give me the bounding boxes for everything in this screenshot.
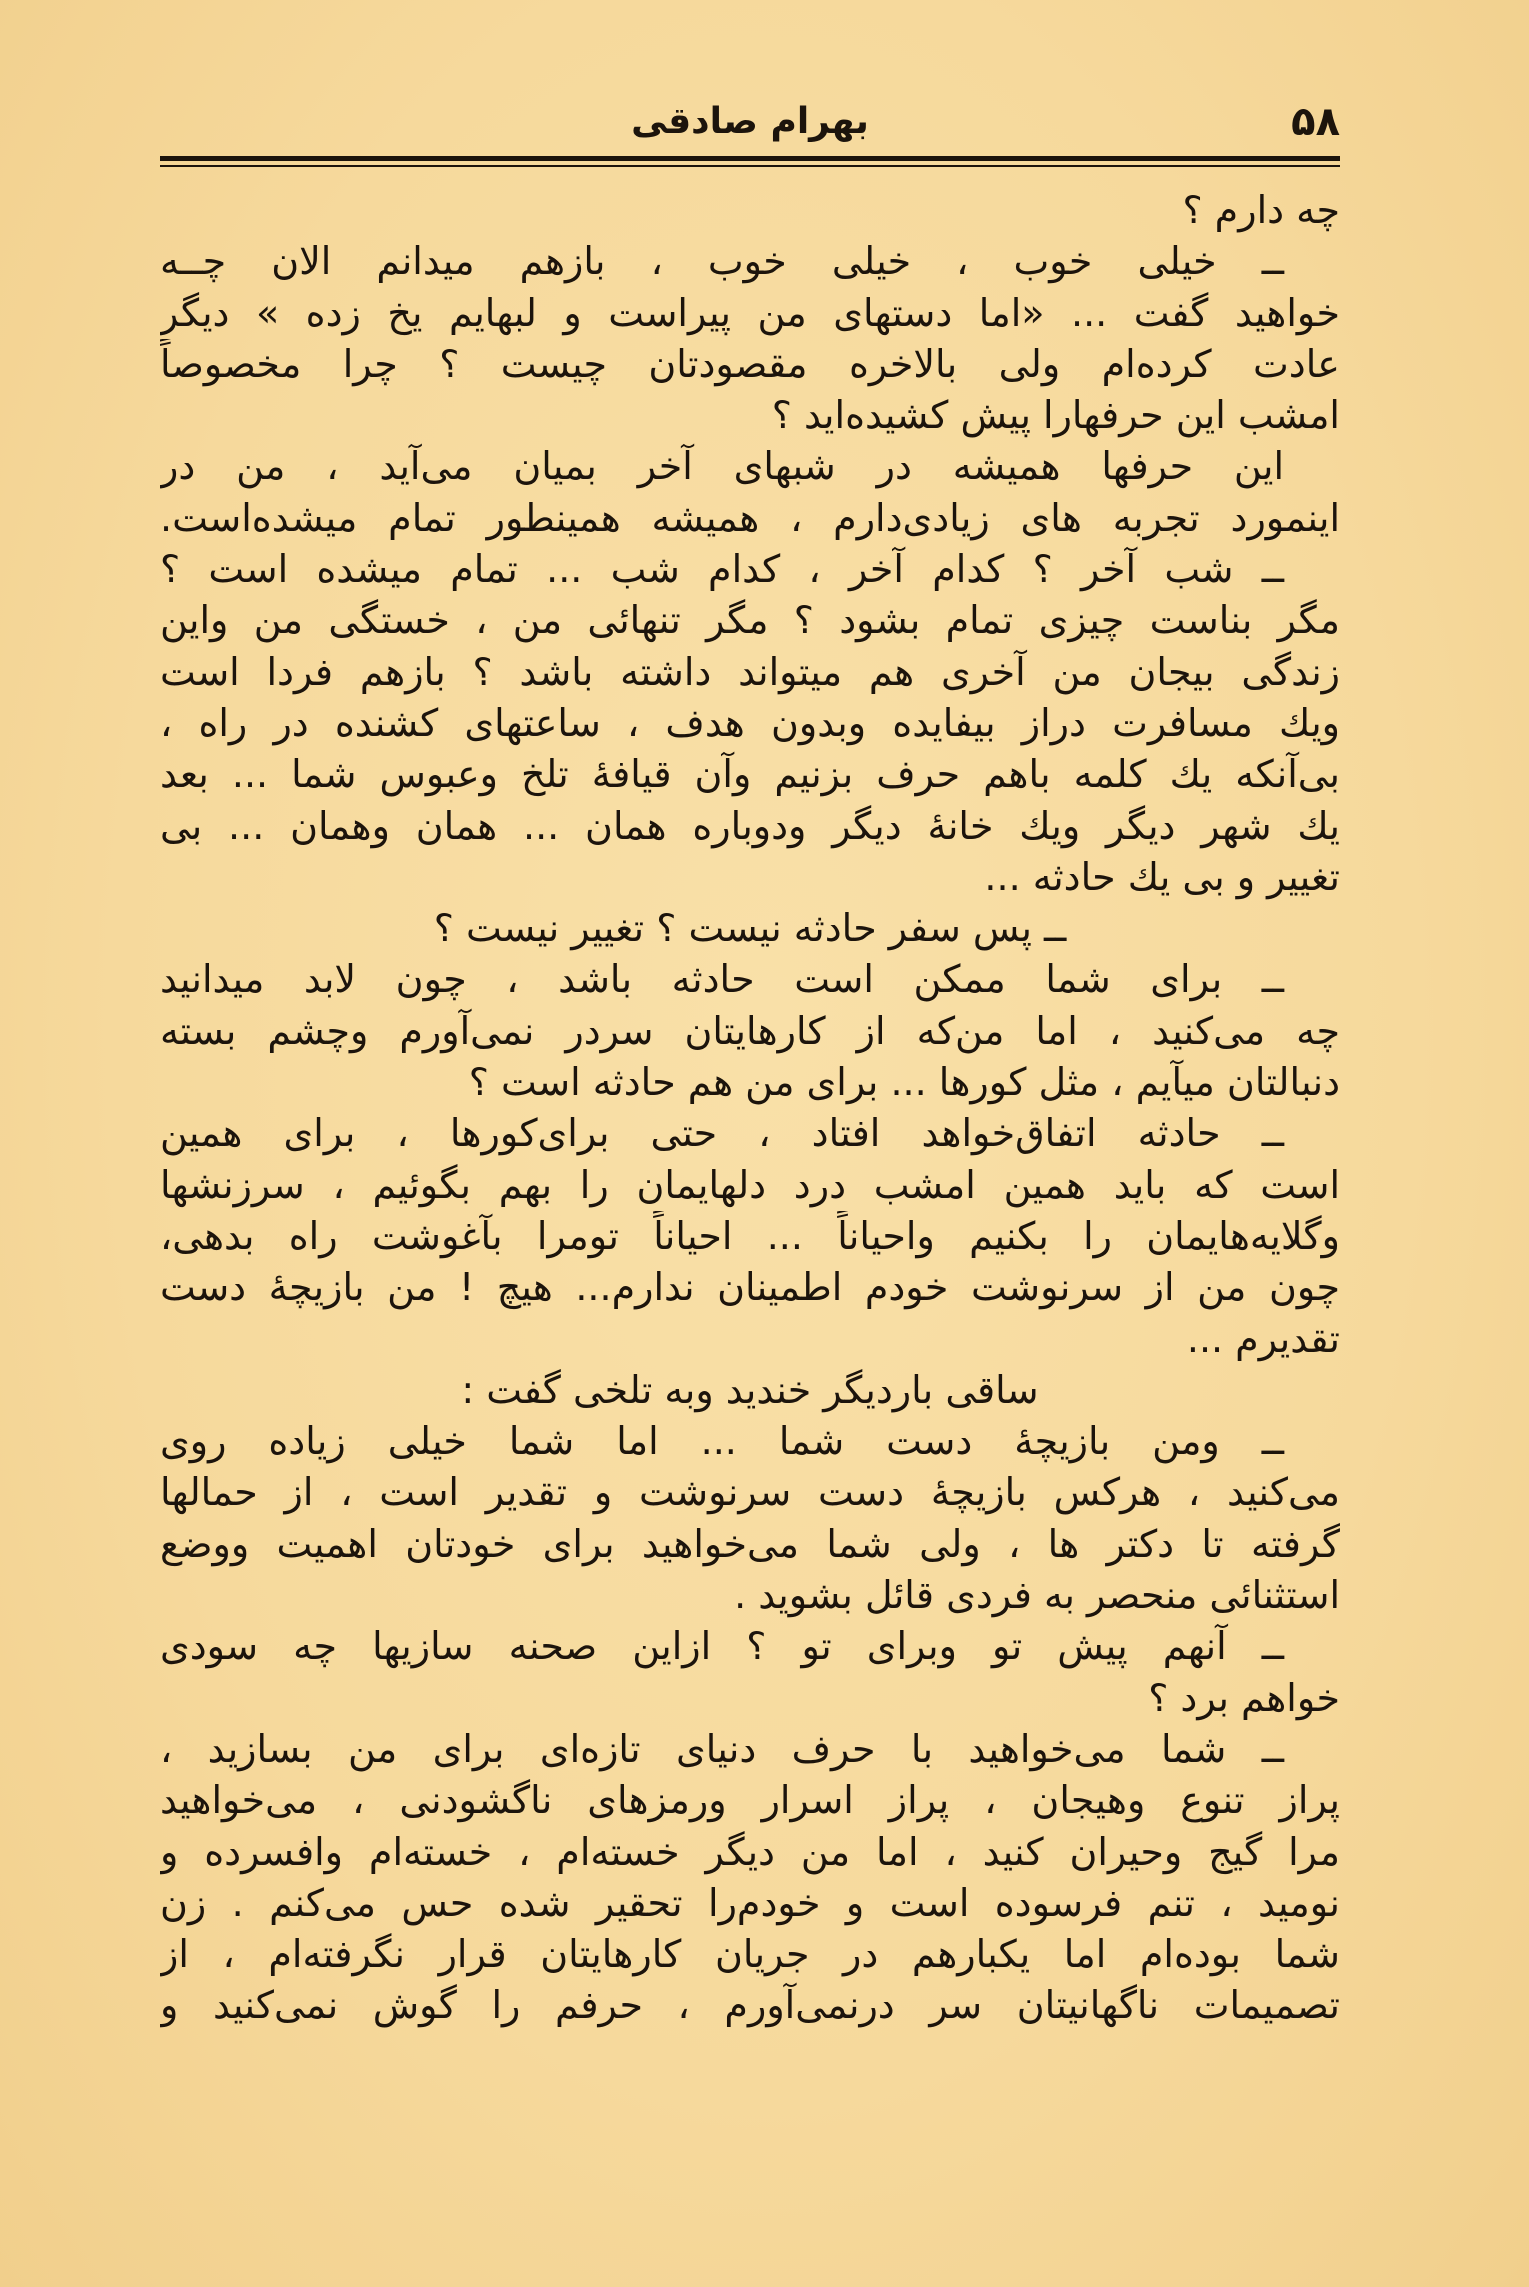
text-line: می‌کنید ، هرکس بازیچهٔ دست سرنوشت و تقدیر است ، از حمالها [160, 1470, 1340, 1515]
text-line: ــ شما می‌خواهید با حرف دنیای تازه‌ای برای من بسازید ، [160, 1726, 1284, 1771]
text-line: ــ برای شما ممکن است حادثه باشد ، چون لابد میدانید [160, 957, 1284, 1002]
text-line: مگر بناست چیزی تمام بشود ؟ مگر تنهائی من ، خستگی من واین [160, 598, 1340, 643]
body-text [160, 185, 1340, 2032]
text-line: ــ خیلی خوب ، خیلی خوب ، بازهم میدانم الان چــه [160, 239, 1284, 284]
text-line: خواهم برد ؟ [1148, 1675, 1340, 1720]
text-line: چه می‌کنید ، اما من‌که از کارهایتان سردر نمی‌آورم وچشم بسته [160, 1008, 1340, 1053]
text-line: تغییر و بی یك حادثه ... [984, 854, 1340, 899]
text-line: این حرفها همیشه در شبهای آخر بمیان می‌آید ، من در [160, 444, 1284, 489]
text-line: مرا گیج وحیران کنید ، اما من دیگر خسته‌ام ، خسته‌ام وافسرده و [160, 1829, 1340, 1874]
page-number: ۵۸ [1291, 99, 1340, 145]
text-line: چون من از سرنوشت خودم اطمینان ندارم... هیچ ! من بازیچهٔ دست [160, 1265, 1340, 1310]
text-line: نومید ، تنم فرسوده است و خودم‌را تحقیر شده حس می‌کنم . زن [160, 1880, 1340, 1925]
text-line: ــ حادثه اتفاق‌خواهد افتاد ، حتی برای‌کورها ، برای همین [160, 1111, 1284, 1156]
text-line: وگلایه‌هایمان را بکنیم واحیاناً ... احیاناً تومرا بآغوشت راه بدهی، [160, 1213, 1340, 1258]
text-line: یك شهر دیگر ویك خانهٔ دیگر ودوباره همان ... همان وهمان ... بی [160, 803, 1340, 848]
text-line: شما بوده‌ام اما یکبارهم در جریان کارهایتان قرار نگرفته‌ام ، از [160, 1932, 1340, 1977]
text-line: امشب این حرفهارا پیش کشیده‌اید ؟ [771, 393, 1340, 438]
text-line: گرفته تا دکتر ها ، ولی شما می‌خواهید برای خودتان اهمیت ووضع [160, 1521, 1340, 1566]
running-title: بهرام صادقی [631, 101, 869, 142]
text-line: است که باید همین امشب درد دلهایمان را بهم بگوئیم ، سرزنشها [160, 1162, 1340, 1207]
text-line: ــ پس سفر حادثه نیست ؟ تغییر نیست ؟ [433, 906, 1067, 951]
text-line: ویك مسافرت دراز بیفایده وبدون هدف ، ساعتهای کشنده در راه ، [160, 700, 1340, 745]
text-line: تصمیمات ناگهانیتان سر درنمی‌آورم ، حرفم را گوش نمی‌کنید و [160, 1983, 1340, 2028]
header-rule-thin [160, 165, 1340, 167]
text-line: ــ ومن بازیچهٔ دست شما ... اما شما خیلی زیاده روی [160, 1419, 1284, 1464]
text-line: ــ آنهم پیش تو وبرای تو ؟ ازاین صحنه سازیها چه سودی [160, 1624, 1284, 1669]
text-line: خواهید گفت ... «اما دستهای من پیراست و لبهایم یخ زده » دیگر [160, 290, 1340, 335]
text-line: زندگی بیجان من آخری هم میتواند داشته باشد ؟ بازهم فردا است [160, 649, 1340, 694]
text-line: دنبالتان میآیم ، مثل کورها ... برای من هم حادثه است ؟ [468, 1060, 1340, 1105]
text-line: پراز تنوع وهیجان ، پراز اسرار ورمزهای ناگشودنی ، می‌خواهید [160, 1778, 1340, 1823]
text-line: استثنائی منحصر به فردی قائل بشوید . [734, 1573, 1340, 1618]
page-header [160, 92, 1340, 152]
text-line: تقدیرم ... [1186, 1316, 1340, 1361]
text-line: اینمورد تجربه های زیادی‌دارم ، همیشه همینطور تمام میشده‌است. [160, 495, 1340, 540]
text-line: ــ شب آخر ؟ کدام آخر ، کدام شب ... تمام میشده است ؟ [160, 547, 1284, 592]
text-line: چه دارم ؟ [1182, 188, 1340, 232]
text-line: ساقی باردیگر خندید وبه تلخی گفت : [461, 1367, 1039, 1412]
text-line: عادت کرده‌ام ولی بالاخره مقصودتان چیست ؟ چرا مخصوصاً [160, 341, 1340, 386]
text-line: بی‌آنکه یك کلمه باهم حرف بزنیم وآن قیافهٔ تلخ وعبوس شما ... بعد [160, 752, 1340, 797]
header-rule-thick [160, 156, 1340, 161]
